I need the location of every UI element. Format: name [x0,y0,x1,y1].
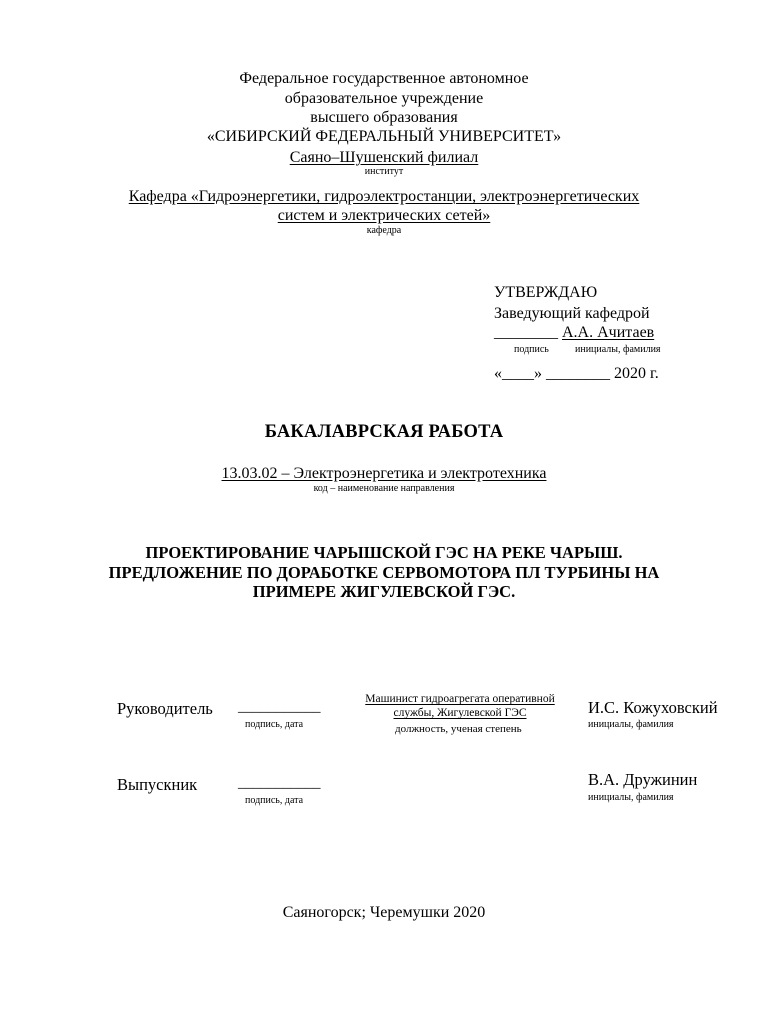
approval-date-close: » [534,365,542,382]
supervisor-position-line-1: Машинист гидроагрегата оперативной [365,693,555,705]
graduate-name: В.А. Дружинин [588,770,698,789]
approval-caption-signature: подпись [514,344,549,355]
branch-name [0,148,768,167]
thesis-title-line-2: ПРЕДЛОЖЕНИЕ ПО ДОРАБОТКЕ СЕРВОМОТОРА ПЛ ТУРБИНЫ НА [108,563,660,582]
institution-line-2: образовательное учреждение [284,90,484,107]
institution-line-1: Федеральное государственное автономное [239,70,529,87]
thesis-title-line-1: ПРОЕКТИРОВАНИЕ ЧАРЫШСКОЙ ГЭС НА РЕКЕ ЧАРЫШ. [145,543,623,562]
approval-head-name: А.А. Ачитаев [562,324,655,341]
supervisor-name: И.С. Кожуховский [588,698,718,717]
work-type-heading: БАКАЛАВРСКАЯ РАБОТА [264,422,504,442]
approval-date-month: ________ [546,365,610,382]
institution-line-3: высшего образования [310,109,458,126]
supervisor-position [350,692,570,720]
department-line-1-text: Кафедра «Гидроэнергетики, гидроэлектростанции, электроэнергетических [128,188,640,205]
supervisor-label: Руководитель [117,699,213,718]
branch-name-text: Саяно–Шушенский филиал [289,149,479,166]
approval-date-year: 2020 г. [614,365,659,382]
direction [0,464,768,483]
approval-date-day: ____ [502,365,534,382]
approval-date-open: « [494,365,502,382]
direction-text: 13.03.02 – Электроэнергетика и электротехника [221,465,547,482]
branch-caption: институт [364,166,404,177]
department-line-2-text: систем и электрических сетей» [277,207,491,224]
university-name: «СИБИРСКИЙ ФЕДЕРАЛЬНЫЙ УНИВЕРСИТЕТ» [206,128,562,145]
supervisor-signature-caption: подпись, дата [245,719,304,730]
approval-signature-row [494,324,654,342]
graduate-name-caption: инициалы, фамилия [588,792,674,803]
approval-date-row [494,365,659,383]
graduate-label: Выпускник [117,775,198,794]
graduate-signature-blank: ___________ [238,775,321,791]
direction-caption: код – наименование направления [313,483,455,494]
approval-heading: УТВЕРЖДАЮ [494,284,598,301]
place-year: Саяногорск; Черемушки 2020 [282,904,486,921]
supervisor-name-caption: инициалы, фамилия [588,719,674,730]
thesis-title-line-3: ПРИМЕРЕ ЖИГУЛЕВСКОЙ ГЭС. [252,582,516,601]
approval-position: Заведующий кафедрой [494,305,650,322]
supervisor-signature-blank: ___________ [238,699,321,715]
supervisor-position-caption: должность, ученая степень [395,723,522,735]
department-line-2 [0,206,768,225]
department-line-1 [0,187,768,206]
department-caption: кафедра [366,225,402,236]
approval-caption-name: инициалы, фамилия [575,344,661,355]
supervisor-position-line-2: службы, Жигулевской ГЭС [393,707,527,719]
approval-signature-blank: ________ [494,324,558,341]
graduate-signature-caption: подпись, дата [245,795,304,806]
